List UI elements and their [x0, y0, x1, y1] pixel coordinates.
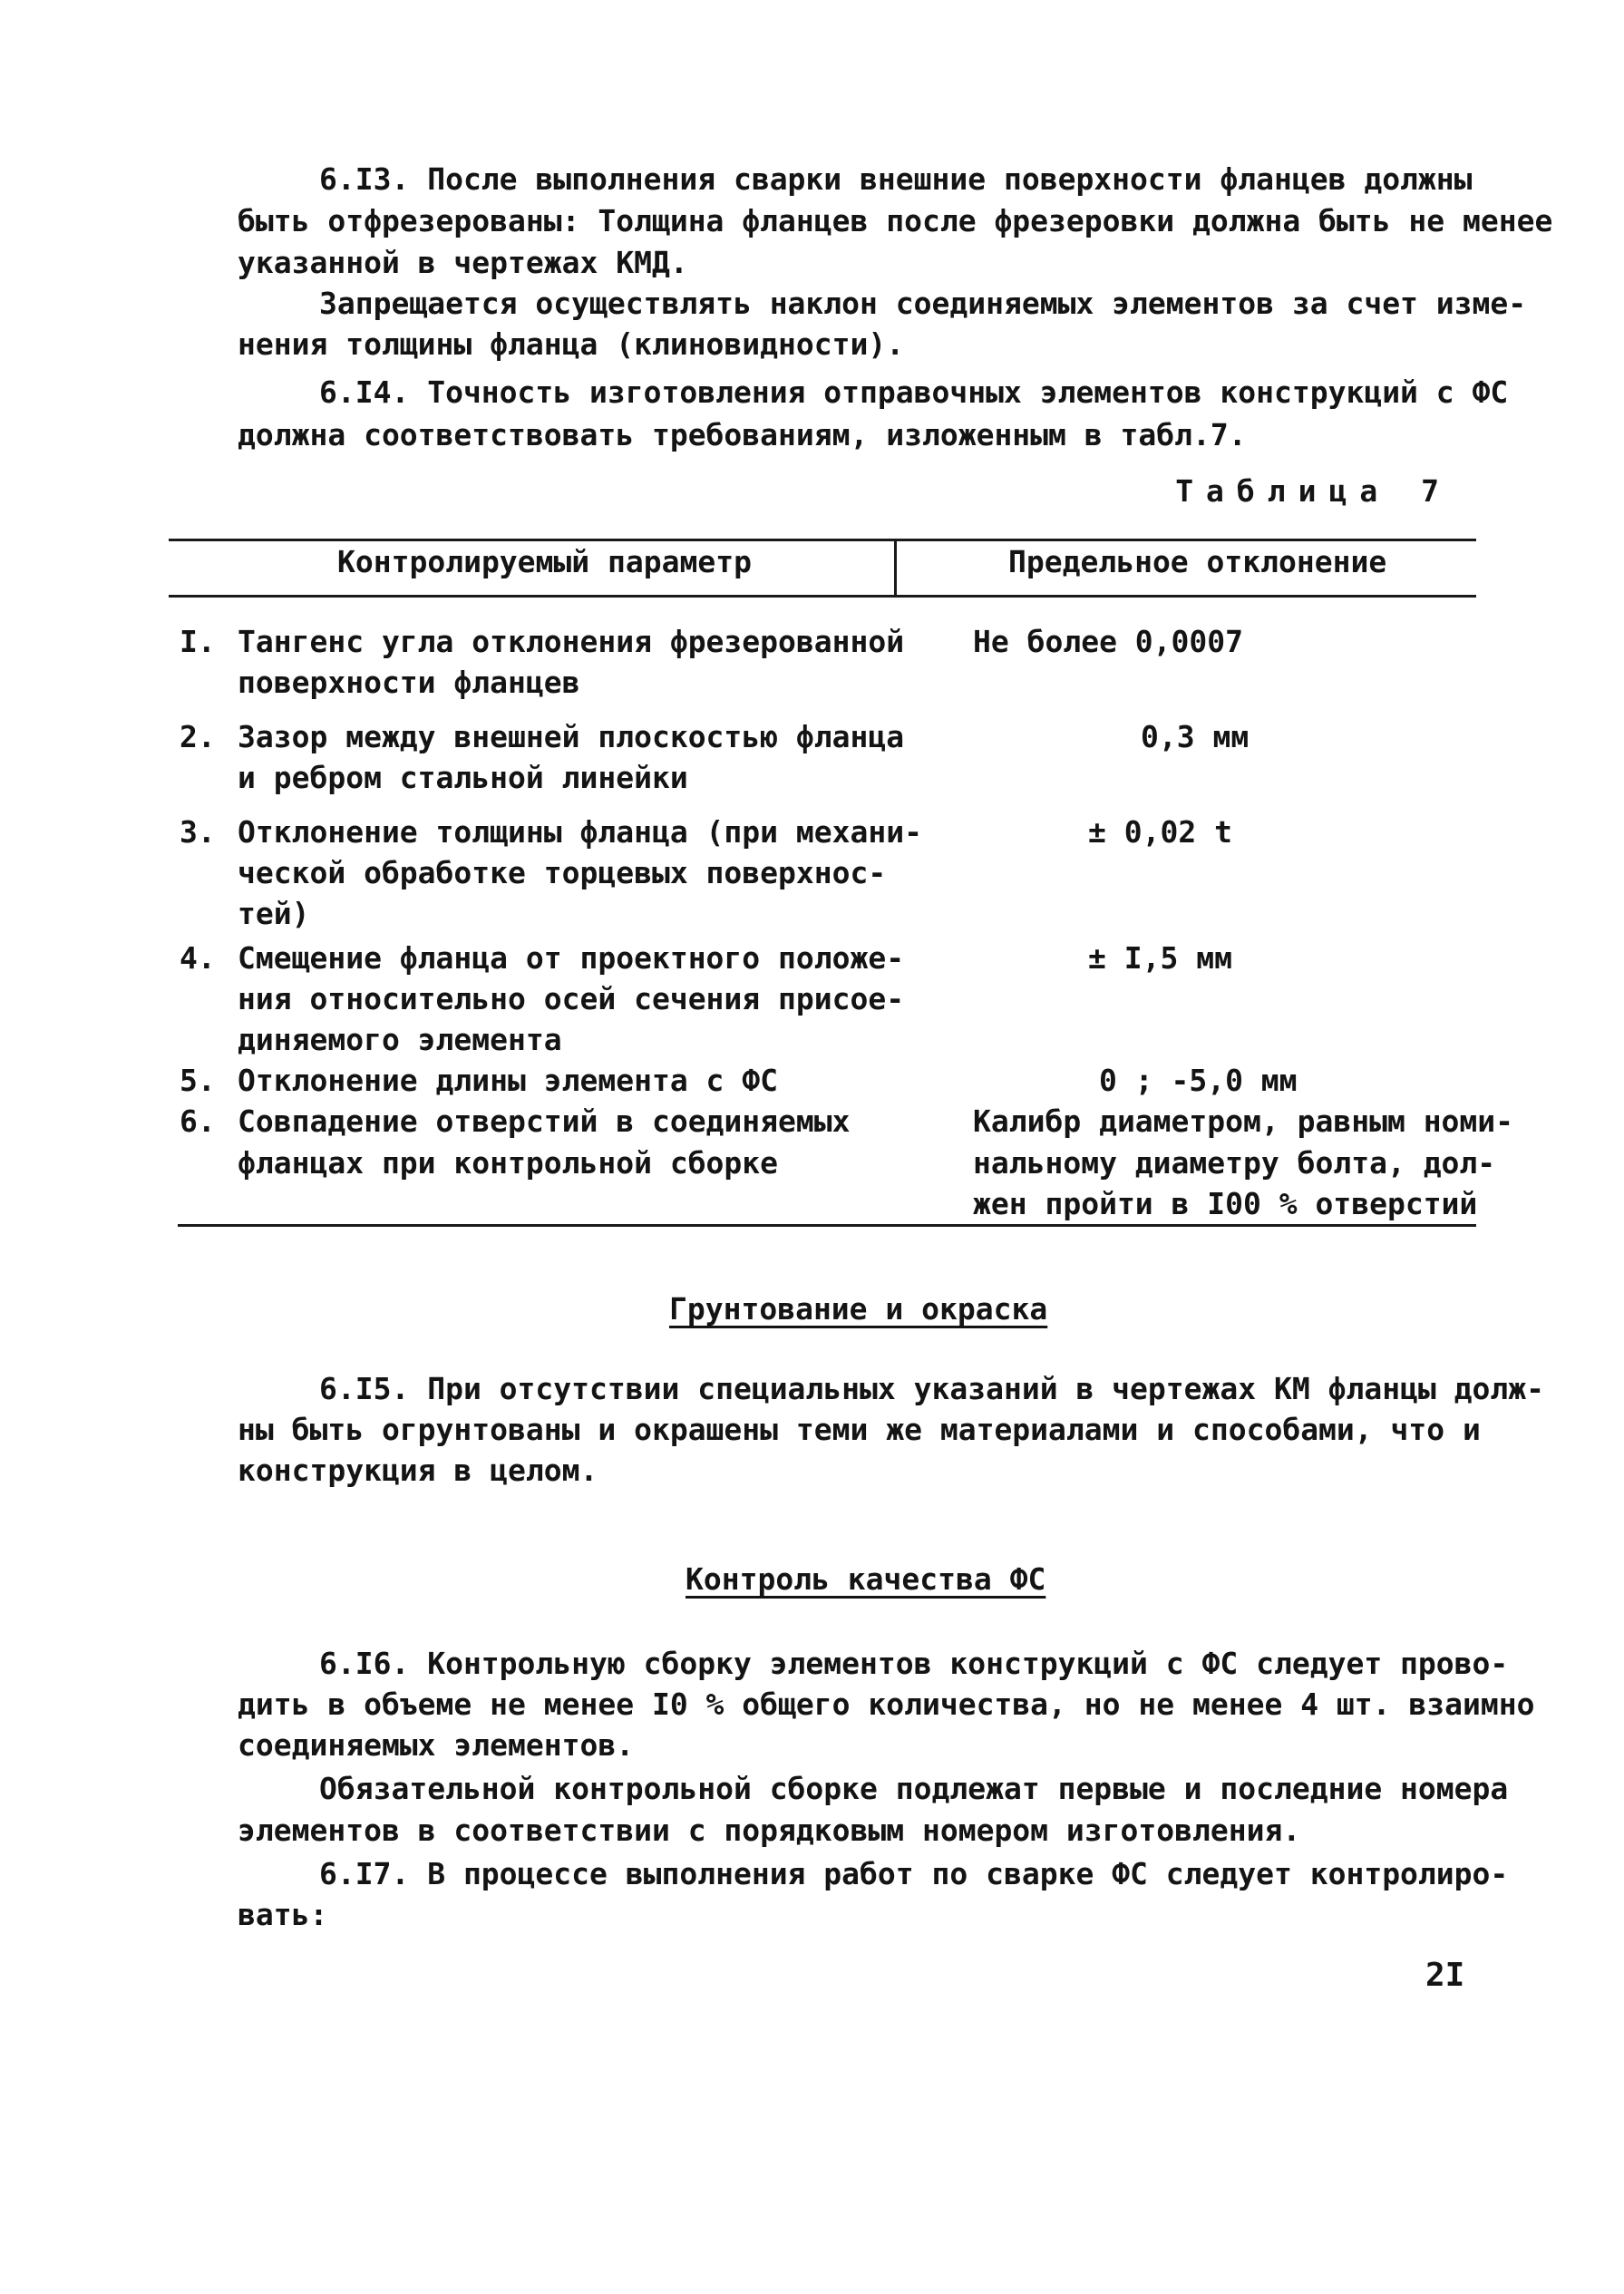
section-6-15-line-1: 6.I5. При отсутствии специальных указаний в чертежах КМ фланцы долж- — [319, 1371, 1545, 1406]
table-row-param-line: ческой обработке торцевых поверхнос- — [238, 855, 887, 890]
table-row-deviation: 0,3 мм — [1141, 719, 1250, 754]
heading-quality-control: Контроль качества ФС — [686, 1561, 1046, 1597]
table-bottom-rule — [178, 1224, 1476, 1227]
table-header-divider — [894, 539, 897, 597]
table-row-number: 3. — [180, 814, 216, 850]
table-row-param-line: ния относительно осей сечения присое- — [238, 981, 905, 1016]
table-row-deviation: 0 ; -5,0 мм — [1099, 1063, 1298, 1098]
section-6-15-line-2: ны быть огрунтованы и окрашены теми же материалами и способами, что и — [238, 1412, 1481, 1447]
section-6-16-line-5: элементов в соответствии с порядковым номером изготовления. — [238, 1813, 1301, 1848]
section-6-13-line-5: нения толщины фланца (клиновидности). — [238, 326, 905, 362]
section-6-16-line-4: Обязательной контрольной сборке подлежат первые и последние номера — [319, 1771, 1509, 1806]
table-row-number: 6. — [180, 1103, 216, 1139]
table-top-rule — [169, 539, 1476, 541]
table-row-param-line: Тангенс угла отклонения фрезерованной — [238, 624, 905, 659]
table-row-deviation: ± I,5 мм — [1088, 940, 1232, 976]
table-row-param-line: фланцах при контрольной сборке — [238, 1145, 779, 1181]
section-6-14-line-1: 6.I4. Точность изготовления отправочных элементов конструкций с ФС — [319, 374, 1509, 410]
table-row-number: 4. — [180, 940, 216, 976]
table-row-param-line: диняемого элемента — [238, 1022, 562, 1057]
table-row-number: I. — [180, 624, 216, 659]
section-6-16-line-3: соединяемых элементов. — [238, 1727, 635, 1763]
section-6-16-line-2: дить в объеме не менее I0 % общего количества, но не менее 4 шт. взаимно — [238, 1686, 1535, 1722]
table-row-deviation: Калибр диаметром, равным номи- — [973, 1103, 1514, 1139]
section-6-17-line-1: 6.I7. В процессе выполнения работ по сварке ФС следует контролиро- — [319, 1856, 1509, 1891]
section-6-15-line-3: конструкция в целом. — [238, 1453, 598, 1488]
section-6-14-line-2: должна соответствовать требованиям, изложенным в табл.7. — [238, 417, 1247, 452]
table-header-param: Контролируемый параметр — [337, 544, 752, 579]
table-caption: Таблица 7 — [1175, 473, 1452, 509]
heading-priming: Грунтование и окраска — [669, 1291, 1048, 1327]
section-6-13-line-1: 6.I3. После выполнения сварки внешние поверхности фланцев должны — [319, 161, 1473, 197]
table-row-number: 5. — [180, 1063, 216, 1098]
table-row-param-line: Отклонение толщины фланца (при механи- — [238, 814, 922, 850]
table-row-deviation: нальному диаметру болта, дол- — [973, 1145, 1496, 1181]
table-header-deviation: Предельное отклонение — [1008, 544, 1387, 579]
table-row-param-line: и ребром стальной линейки — [238, 760, 688, 795]
table-row-param-line: Смещение фланца от проектного положе- — [238, 940, 905, 976]
page-number: 2I — [1425, 1957, 1465, 1994]
table-row-param-line: поверхности фланцев — [238, 665, 580, 700]
section-6-17-line-2: вать: — [238, 1897, 328, 1932]
table-row-param-line: Совпадение отверстий в соединяемых — [238, 1103, 851, 1139]
table-row-number: 2. — [180, 719, 216, 754]
table-row-param-line: Отклонение длины элемента с ФС — [238, 1063, 779, 1098]
table-header-rule — [169, 595, 1476, 598]
table-row-param-line: Зазор между внешней плоскостью фланца — [238, 719, 905, 754]
section-6-13-line-3: указанной в чертежах КМД. — [238, 245, 688, 280]
section-6-16-line-1: 6.I6. Контрольную сборку элементов конструкций с ФС следует прово- — [319, 1646, 1509, 1681]
table-row-param-line: тей) — [238, 896, 310, 931]
section-6-13-line-2: быть отфрезерованы: Толщина фланцев после фрезеровки должна быть не менее — [238, 203, 1553, 238]
table-row-deviation: ± 0,02 t — [1088, 814, 1232, 850]
section-6-13-line-4: Запрещается осуществлять наклон соединяемых элементов за счет изме- — [319, 286, 1527, 321]
table-row-deviation: жен пройти в I00 % отверстий — [973, 1186, 1478, 1221]
table-row-deviation: Не более 0,0007 — [973, 624, 1244, 659]
